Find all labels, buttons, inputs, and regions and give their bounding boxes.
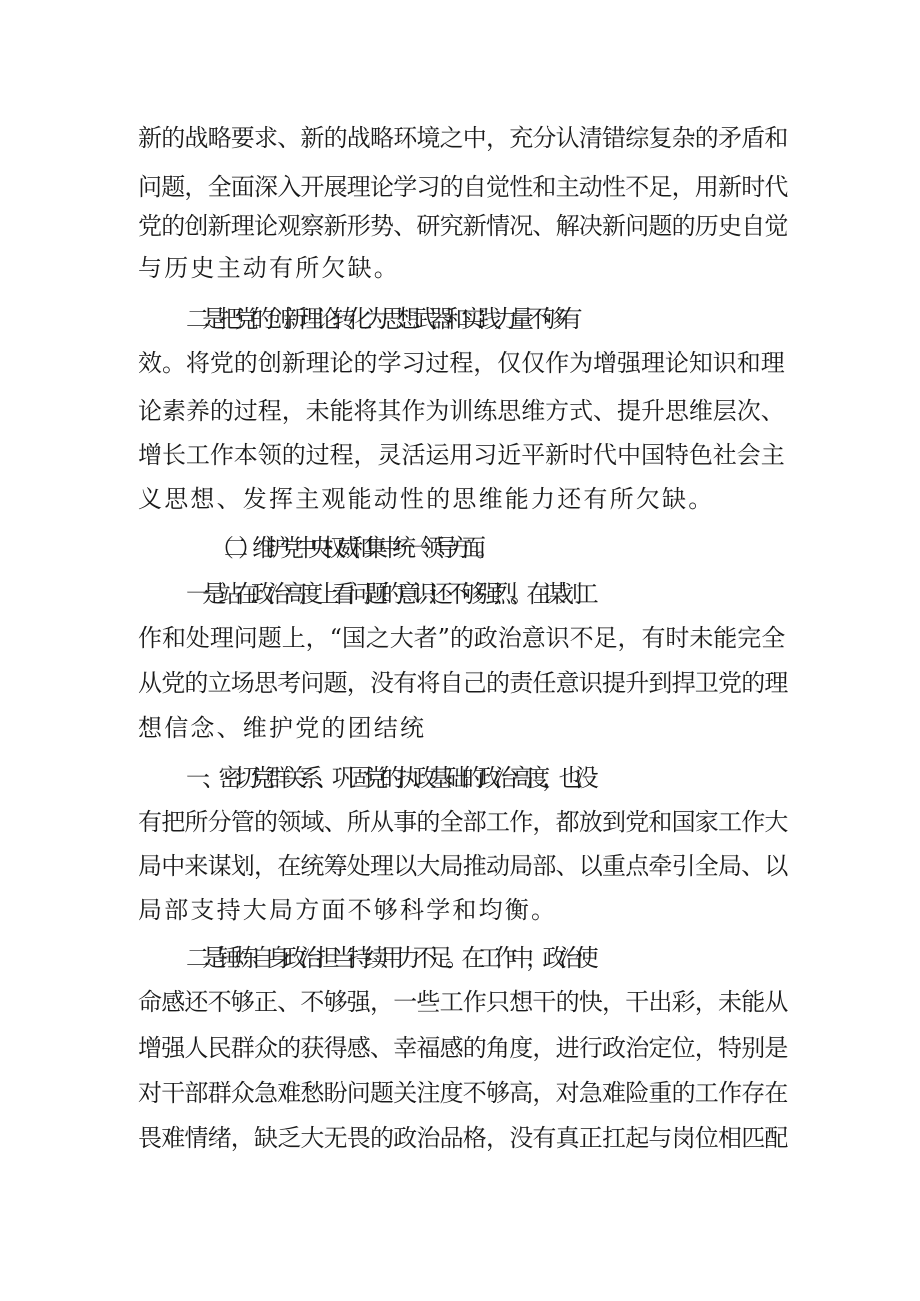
text-line: 局中来谋划，在统筹处理以大局推动局部、以重点牵引全局、以 — [138, 852, 788, 880]
text-line: 对干部群众急难愁盼问题关注度不够高，对急难险重的工作存在 — [138, 1079, 788, 1107]
text-line: 义思想、发挥主观能动性的思维能力还有所欠缺。 — [138, 485, 715, 513]
text-line: 局部支持大局方面不够科学和均衡。 — [138, 896, 558, 924]
text-line: 从党的立场思考问题，没有将自己的责任意识提升到捍卫党的理 — [138, 669, 788, 697]
paragraph-start-line: 一是站在政治高度上看问题的意识还不够强烈。在谋划工 — [186, 580, 591, 608]
text-line: 增长工作本领的过程，灵活运用习近平新时代中国特色社会主 — [138, 441, 785, 469]
text-line: 想信念、维护党的团结统 — [138, 714, 427, 742]
paragraph-start-line: 二是锤炼自身政治担当持续用力不足。在工作中，政治使 — [186, 944, 591, 972]
text-line: 党的创新理论观察新形势、研究新情况、解决新问题的历史自觉 — [138, 212, 788, 240]
text-line: 与历史主动有所欠缺。 — [138, 254, 400, 282]
paragraph-start-line: 一、密切党群关系、巩固党的执政基础的政治高度，也没 — [186, 764, 591, 792]
text-line: 增强人民群众的获得感、幸福感的角度，进行政治定位，特别是 — [138, 1034, 788, 1062]
text-line: 作和处理问题上，“国之大者”的政治意识不足，有时未能完全 — [138, 624, 786, 652]
text-line: 问题，全面深入开展理论学习的自觉性和主动性不足，用新时代 — [138, 173, 788, 201]
text-line: 效。将党的创新理论的学习过程，仅仅作为增强理论知识和理 — [138, 349, 785, 377]
section-heading: （二）维护党中央权威和集中统一领导方面。 — [210, 534, 490, 562]
text-line: 有把所分管的领域、所从事的全部工作，都放到党和国家工作大 — [138, 808, 788, 836]
text-line: 命感还不够正、不够强，一些工作只想干的快，干出彩，未能从 — [138, 988, 788, 1016]
text-line: 畏难情绪，缺乏大无畏的政治品格，没有真正扛起与岗位相匹配 — [138, 1124, 788, 1152]
text-line: 新的战略要求、新的战略环境之中，充分认清错综复杂的矛盾和 — [138, 124, 788, 152]
paragraph-start-line: 二是把党的创新理论转化为思想武器和实践力量不够有 — [186, 305, 575, 333]
text-line: 论素养的过程，未能将其作为训练思维方式、提升思维层次、 — [138, 397, 785, 425]
